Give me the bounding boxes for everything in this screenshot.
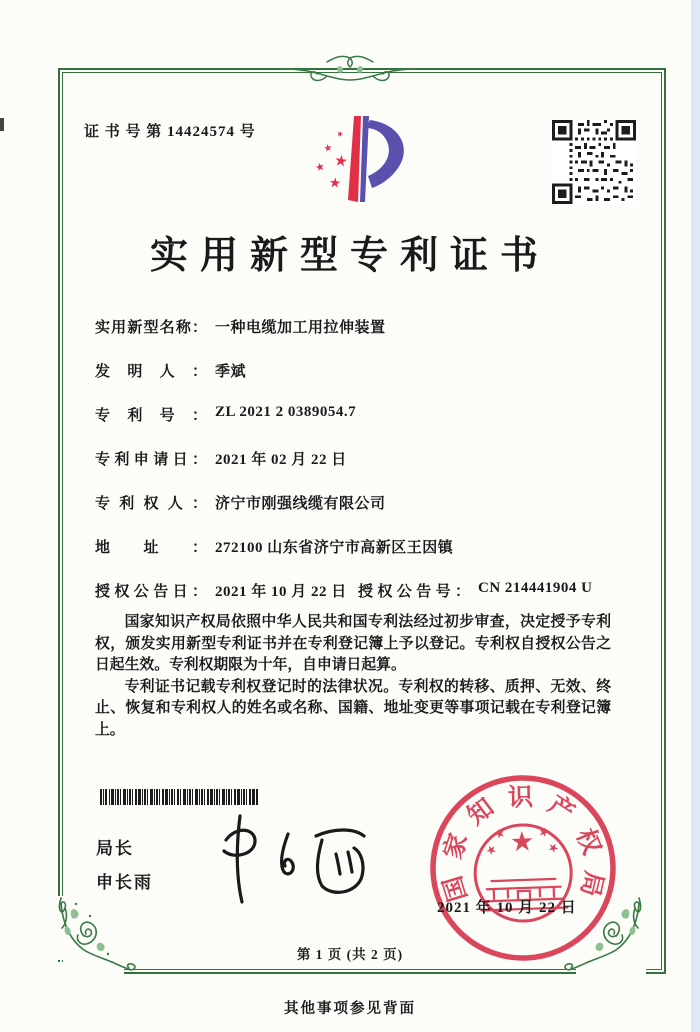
scan-edge-artifact <box>691 0 700 1032</box>
field-row-patentee <box>95 492 620 536</box>
field-label: 地址： <box>95 540 207 556</box>
grant-number-value: CN 214441904 U <box>478 580 593 596</box>
official-seal-icon <box>420 765 627 972</box>
commissioner-title: 局长 <box>96 839 134 858</box>
commissioner-name: 申长雨 <box>96 873 153 892</box>
svg-text:局: 局 <box>575 868 608 899</box>
field-label: 专利权人： <box>95 496 207 512</box>
handwritten-signature-icon <box>196 806 396 906</box>
field-label: 专利号： <box>95 408 207 424</box>
field-value: 272100 山东省济宁市高新区王因镇 <box>215 540 454 556</box>
svg-text:家: 家 <box>439 830 474 863</box>
grant-number-label: 授权公告号： <box>358 584 470 600</box>
svg-text:知: 知 <box>462 793 500 831</box>
svg-text:识: 识 <box>507 784 534 812</box>
page-number: 第 1 页 (共 2 页) <box>296 947 404 962</box>
grant-date-value: 2021 年 10 月 22 日 <box>215 584 347 600</box>
qr-code-icon <box>552 120 636 204</box>
field-list <box>95 316 620 624</box>
grant-number-pair <box>358 580 593 601</box>
scan-speck <box>0 118 4 131</box>
cnipa-logo-icon <box>294 112 414 216</box>
svg-text:权: 权 <box>570 825 606 859</box>
field-row-filing-date <box>95 448 620 492</box>
legal-paragraph-2: 专利证书记载专利权登记时的法律状况。专利权的转移、质押、无效、终止、恢复和专利权人的姓名或名称、国籍、地址变更等事项记载在专利登记簿上。 <box>95 678 611 738</box>
field-label: 专利申请日： <box>95 452 207 468</box>
barcode-icon <box>100 789 258 805</box>
field-label: 实用新型名称： <box>95 320 207 336</box>
field-value: 一种电缆加工用拉伸装置 <box>215 320 386 336</box>
seal-date: 2021 年 10 月 22 日 <box>437 900 577 916</box>
field-label: 发明人： <box>95 364 207 380</box>
legal-paragraph-1: 国家知识产权局依照中华人民共和国专利法经过初步审查，决定授予专利权，颁发实用新型专利证书并在专利登记簿上予以登记。专利权自授权公告之日起生效。专利权期限为十年，自申请日起算。 <box>95 614 611 673</box>
certificate-title: 实用新型专利证书 <box>149 235 550 277</box>
top-flourish-ornament <box>243 52 457 86</box>
field-value: 2021 年 02 月 22 日 <box>215 452 347 468</box>
field-row-name <box>95 316 620 360</box>
grant-date-label: 授权公告日： <box>95 584 207 600</box>
svg-text:产: 产 <box>543 791 579 828</box>
field-row-inventor <box>95 360 620 404</box>
legal-text <box>95 612 611 741</box>
field-value: 季斌 <box>215 364 247 380</box>
field-value: ZL 2021 2 0389054.7 <box>215 404 357 420</box>
back-side-note: 其他事项参见背面 <box>284 1001 416 1017</box>
field-row-patent-no <box>95 404 620 448</box>
field-value: 济宁市刚强线缆有限公司 <box>215 496 386 512</box>
field-row-address <box>95 536 620 580</box>
certificate-number: 证 书 号 第 14424574 号 <box>84 124 256 140</box>
svg-text:国: 国 <box>439 872 473 905</box>
